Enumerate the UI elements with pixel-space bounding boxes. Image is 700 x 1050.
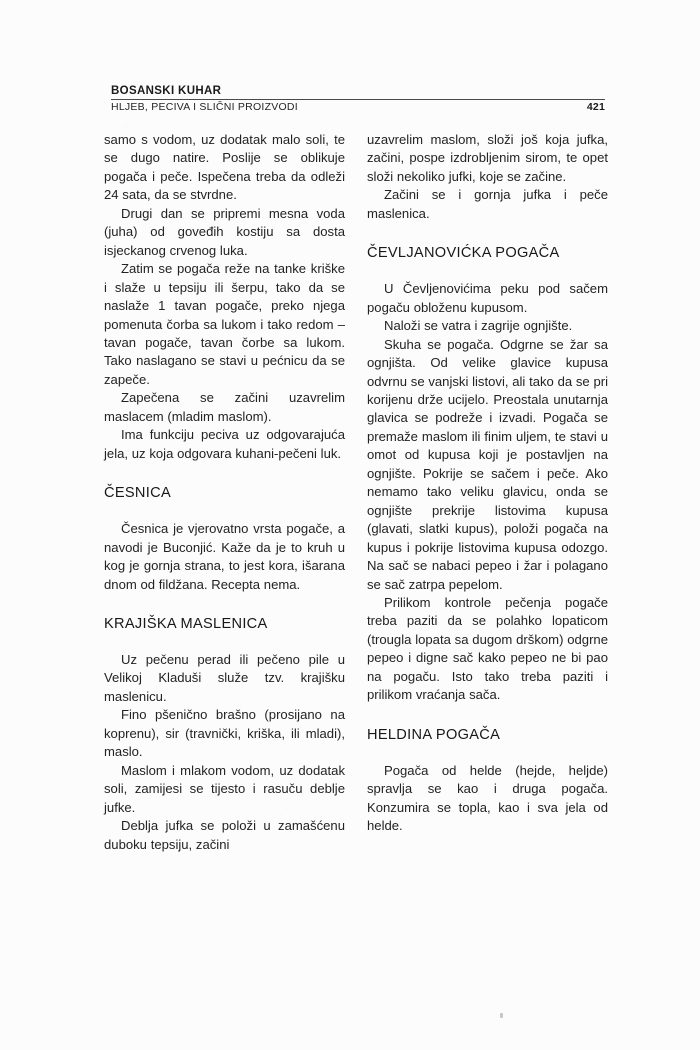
heading-spacer xyxy=(367,745,608,762)
heading-spacer xyxy=(367,705,608,726)
body-paragraph: Česnica je vjerovatno vrsta pogače, a navodi je Buconjić. Kaže da je to kruh u kog je gornja strana, to jest kora, išarana dnom od fildžana. Recepta nema. xyxy=(104,521,345,592)
recipe-heading: ČESNICA xyxy=(104,485,171,502)
body-paragraph: Začini se i gornja jufka i peče maslenica. xyxy=(367,187,608,221)
body-paragraph: Uz pečenu perad ili pečeno pile u Velikoj Kladuši služe tzv. krajišku maslenicu. xyxy=(104,651,345,704)
running-head xyxy=(111,84,605,113)
heading-spacer xyxy=(104,463,345,484)
heading-spacer xyxy=(367,263,608,280)
body-paragraph: Fino pšenično brašno (prosijano na koprenu), sir (travnički, kriška, ili mladi), maslo. xyxy=(104,707,345,760)
body-paragraph: uzavrelim maslom, složi još koja jufka, začini, pospe izdrobljenim sirom, te opet složi nekoliko jufki, koje se začine. xyxy=(367,132,608,184)
body-columns xyxy=(104,131,608,854)
body-paragraph: Prilikom kontrole pečenja pogače treba paziti da se polahko lopaticom (trougla lopata sa dugom drškom) odgrne pepeo i digne sač kako pepeo ne bi pao na pogaču. Isto tako treba paziti i prilikom vraćanja sača. xyxy=(367,594,608,703)
body-paragraph: Drugi dan se pripremi mesna voda (juha) od goveđih kostiju sa dosta isjeckanog crvenog luka. xyxy=(104,205,345,258)
body-paragraph: Pogača od helde (hejde, heljde) spravlja se kao i druga pogača. Konzumira se topla, kao i sva jela od helde. xyxy=(367,762,608,834)
body-paragraph: samo s vodom, uz dodatak malo soli, te se dugo natire. Poslije se oblikuje pogača i peče. Ispečena treba da odleži 24 sata, da se stvrdne. xyxy=(104,132,345,203)
body-paragraph: Ima funkciju peciva uz odgovarajuća jela, uz koja odgovara kuhani-pečeni luk. xyxy=(104,427,345,461)
body-paragraph: Maslom i mlakom vodom, uz dodatak soli, zamijesi se tijesto i rasuču deblje jufke. xyxy=(104,762,345,815)
heading-spacer xyxy=(104,594,345,615)
header-divider xyxy=(111,99,605,100)
heading-spacer xyxy=(104,503,345,520)
recipe-heading: KRAJIŠKA MASLENICA xyxy=(104,615,268,632)
body-paragraph: U Čevljenovićima peku pod sačem pogaču obloženu kupusom. xyxy=(367,281,608,315)
body-paragraph: Skuha se pogača. Odgrne se žar sa ognjišta. Od velike glavice kupusa odvrnu se vanjski listovi, ali tako da se pri korijenu drže ucijelo. Preostala unutarnja glavica se podreže i izvadi. Pogača se premaže maslom ili finim uljem, te stavi u omot od kupusa koji je postavljen na ognjište. Pokrije se sačem i peče. Ako nemamo tako veliku glavicu, onda se ognjište prekrije listovima kupusa (glavati, slatki kupus), položi pogača na kupus i pokrije listovima kupusa odozgo. Na sač se nabaci pepeo i žar i polagano se sač zatrpa pepelom. xyxy=(367,336,608,592)
body-paragraph: Naloži se vatra i zagrije ognjište. xyxy=(384,318,573,334)
body-paragraph: Zatim se pogača reže na tanke kriške i slaže u tepsiju ili šerpu, tako da se naslaže 1 tavan pogače, preko njega pomenuta čorba sa lukom i tako redom – tavan pogače, tavan čorbe sa lukom. Tako naslagano se stavi u pećnicu da se zapeče. xyxy=(104,261,345,387)
recipe-heading: ČEVLJANOVIĆKA POGAČA xyxy=(367,245,560,262)
right-column xyxy=(367,131,608,854)
page-number: 421 xyxy=(586,101,605,113)
heading-spacer xyxy=(104,634,345,651)
body-paragraph: Deblja jufka se položi u zamašćenu duboku tepsiju, začini xyxy=(104,818,345,852)
header-subrow xyxy=(111,101,605,113)
body-paragraph: Zapečena se začini uzavrelim maslacem (mladim maslom). xyxy=(104,390,345,424)
recipe-heading: HELDINA POGAČA xyxy=(367,726,501,743)
section-title: HLJEB, PECIVA I SLIČNI PROIZVODI xyxy=(111,101,298,113)
left-column xyxy=(104,131,345,854)
heading-spacer xyxy=(367,223,608,244)
book-title: BOSANSKI KUHAR xyxy=(111,85,222,97)
paper-speck xyxy=(500,1013,503,1018)
